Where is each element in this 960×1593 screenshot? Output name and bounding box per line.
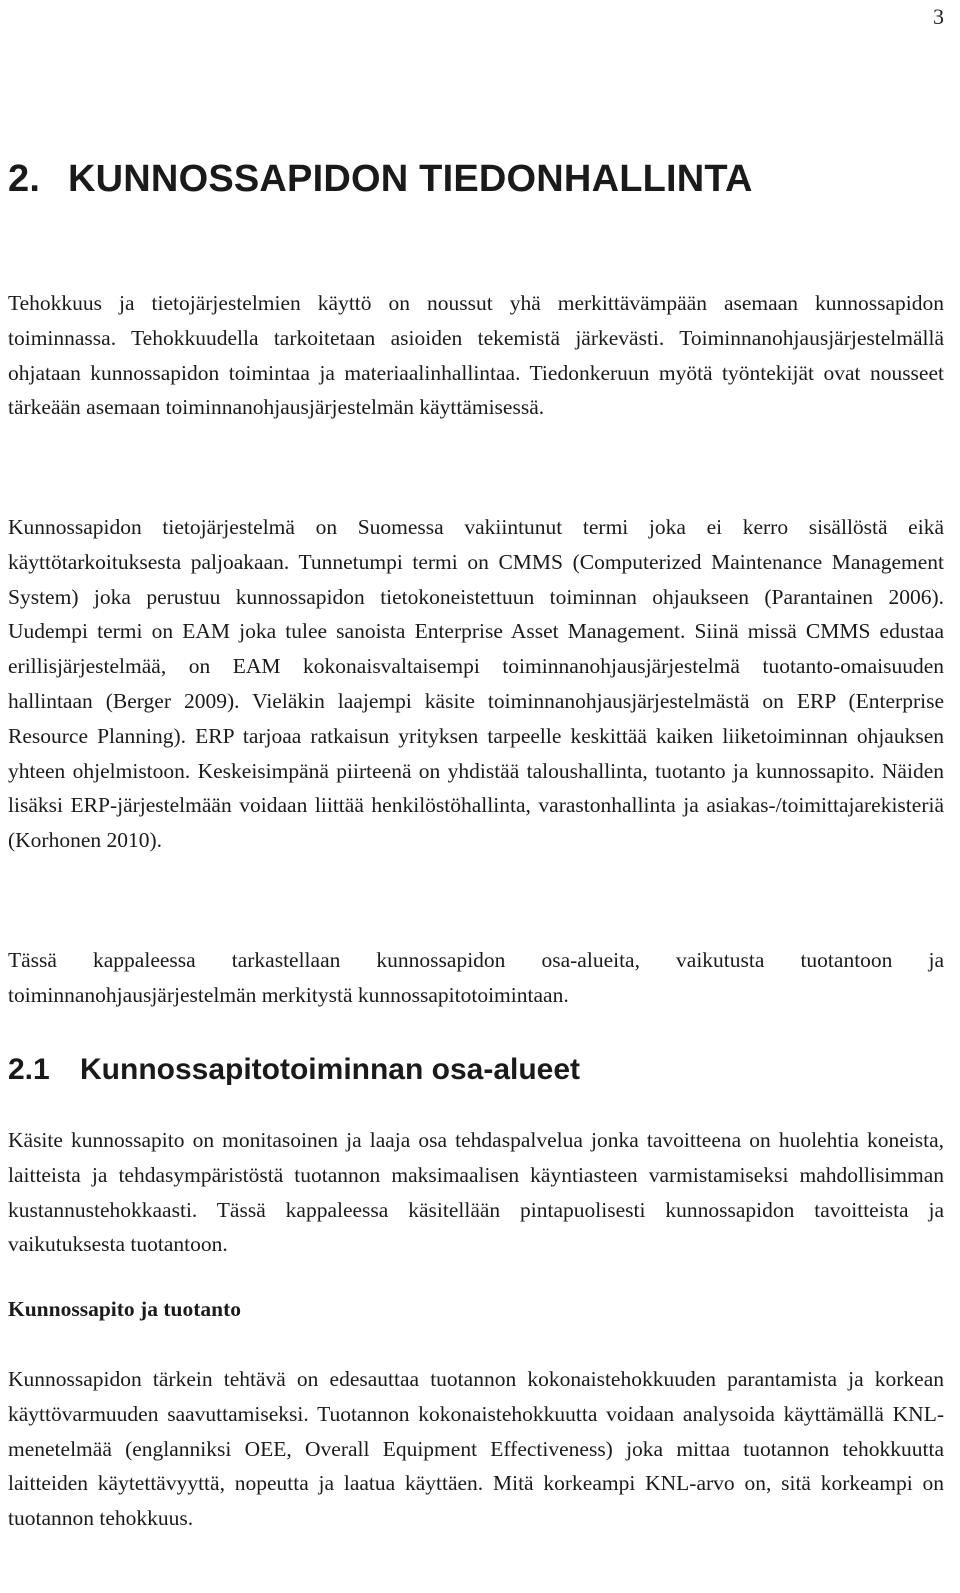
subheading: Kunnossapito ja tuotanto (8, 1297, 241, 1321)
section-heading (8, 1053, 580, 1087)
chapter-summary-paragraph: Tässä kappaleessa tarkastellaan kunnossapidon osa-alueita, vaikutusta tuotantoon ja toiminnanohjausjärjestelmän merkitystä kunnossapitotoimintaan. (8, 948, 944, 1007)
section-number: 2.1 (8, 1053, 50, 1086)
section-intro-paragraph: Käsite kunnossapito on monitasoinen ja laaja osa tehdaspalvelua jonka tavoitteena on huolehtia koneista, laitteista ja tehdasympäristöstä tuotannon maksimaalisen käyntiasteen varmistamiseksi mahdollisimman kustannustehokkaasti. Tässä kappaleessa käsitellään pintapuolisesti kunnossapidon tavoitteista ja vaikutuksesta tuotantoon. (8, 1128, 944, 1257)
production-paragraph: Kunnossapidon tärkein tehtävä on edesauttaa tuotannon kokonaistehokkuuden parantamista ja korkean käyttövarmuuden saavuttamiseksi. Tuotannon kokonaistehokkuutta voidaan analysoida käyttämällä KNL-menetelmää (englanniksi OEE, Overall Equipment Effectiveness) joka mittaa tuotannon tehokkuutta laitteiden käytettävyyttä, nopeutta ja laatua käyttäen. Mitä korkeampi KNL-arvo on, sitä korkeampi on tuotannon tehokkuus. (8, 1367, 944, 1531)
cmms-paragraph: Kunnossapidon tietojärjestelmä on Suomessa vakiintunut termi joka ei kerro sisällöstä eikä käyttötarkoituksesta paljoakaan. Tunnetumpi termi on CMMS (Computerized Maintenance Management System) joka perustuu kunnossapidon tietokoneistettuun toiminnan ohjaukseen (Parantainen 2006). Uudempi termi on EAM joka tulee sanoista Enterprise Asset Management. Siinä missä CMMS edustaa erillisjärjestelmää, on EAM kokonaisvaltaisempi toiminnanohjausjärjestelmä tuotanto-omaisuuden hallintaan (Berger 2009). Vieläkin laajempi käsite toiminnanohjausjärjestelmästä on ERP (Enterprise Resource Planning). ERP tarjoaa ratkaisun yrityksen tarpeelle keskittää kaiken liiketoiminnan ohjauksen yhteen ohjelmistoon. Keskeisimpänä piirteenä on yhdistää taloushallinta, tuotanto ja kunnossapito. Näiden lisäksi ERP-järjestelmään voidaan liittää henkilöstöhallinta, varastonhallinta ja asiakas-/toimittajarekisteriä (Korhonen 2010). (8, 515, 944, 853)
chapter-heading (8, 158, 753, 201)
chapter-number: 2. (8, 158, 41, 200)
section-title: Kunnossapitotoiminnan osa-alueet (80, 1053, 581, 1086)
page-number: 3 (933, 4, 944, 29)
intro-paragraph: Tehokkuus ja tietojärjestelmien käyttö on noussut yhä merkittävämpään asemaan kunnossapidon toiminnassa. Tehokkuudella tarkoitetaan asioiden tekemistä järkevästi. Toiminnanohjausjärjestelmällä ohjataan kunnossapidon toimintaa ja materiaalinhallintaa. Tiedonkeruun myötä työntekijät ovat nousseet tärkeään asemaan toiminnanohjausjärjestelmän käyttämisessä. (8, 291, 944, 420)
chapter-title: KUNNOSSAPIDON TIEDONHALLINTA (68, 158, 753, 200)
